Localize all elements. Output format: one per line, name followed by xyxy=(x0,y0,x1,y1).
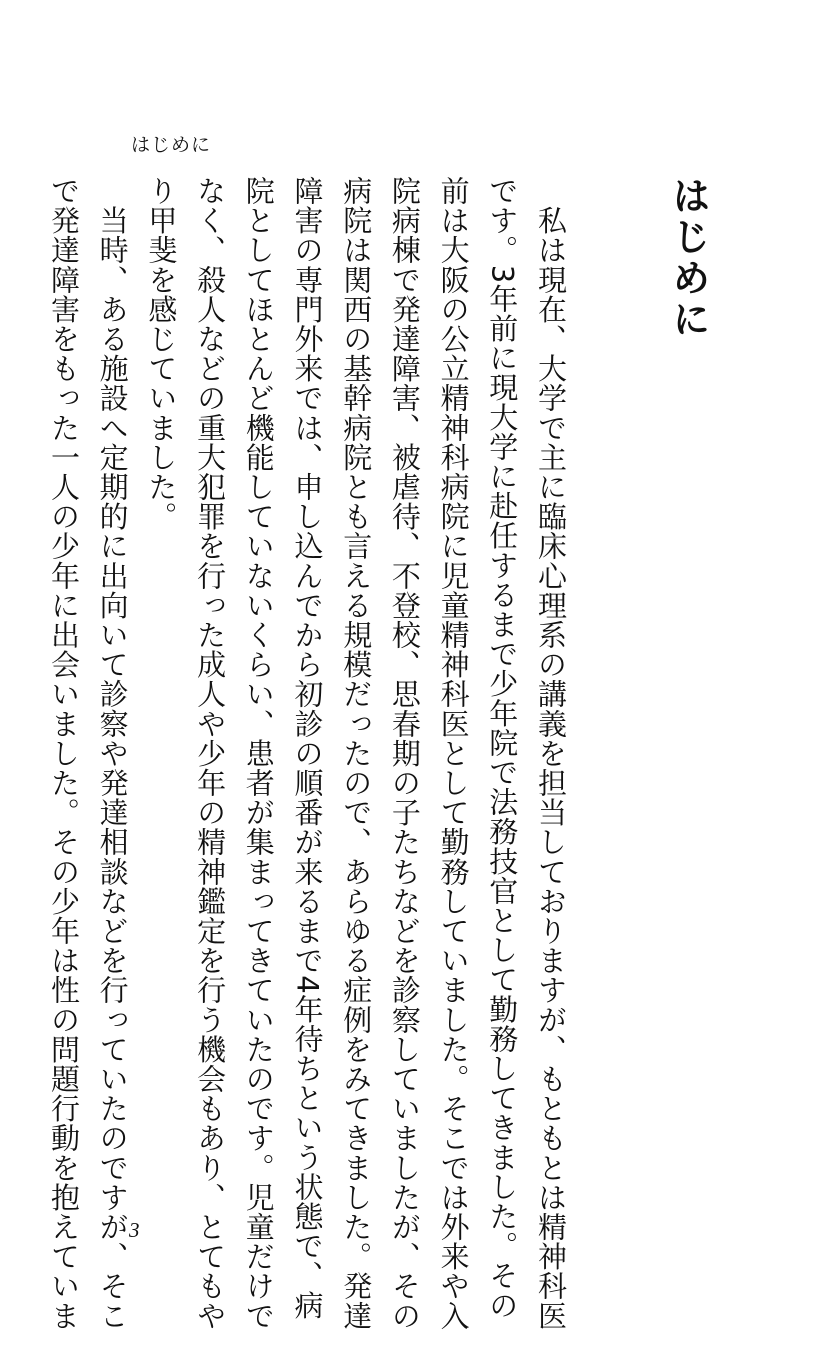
text-line: 院病棟で発達障害、被虐待、不登校、思春期の子たちなどを診察していましたが、その xyxy=(387,176,422,1331)
text-line: で発達障害をもった一人の少年に出会いました。その少年は性の問題行動を抱えていま xyxy=(46,176,81,1331)
body-text xyxy=(46,176,575,1331)
text-line: 私は現在、大学で主に臨床心理系の講義を担当しておりますが、もともとは精神科医 xyxy=(534,176,568,1331)
running-head: はじめに xyxy=(131,134,212,156)
text-line: 前は大阪の公立精神科病院に児童精神科医として勤務していました。そこでは外来や入 xyxy=(436,176,471,1331)
text-line: 障害の専門外来では、申し込んでから初診の順番が来るまで4年待ちという状態で、病 xyxy=(290,176,325,1320)
text-line: 院としてほとんど機能していないくらい、患者が集まってきていたのです。児童だけで xyxy=(241,176,276,1331)
chapter-title: はじめに xyxy=(666,176,710,340)
text-line: です。3年前に現大学に赴任するまで少年院で法務技官として勤務してきました。その xyxy=(485,176,520,1320)
text-line: 当時、ある施設へ定期的に出向いて診察や発達相談などを行っていたのですが、そこ xyxy=(95,176,130,1331)
text-line: 病院は関西の基幹病院とも言える規模だったので、あらゆる症例をみてきました。発達 xyxy=(339,176,374,1331)
page-number: 3 xyxy=(129,1218,140,1242)
text-line: り甲斐を感じていました。 xyxy=(144,176,179,532)
text-line: なく、殺人などの重大犯罪を行った成人や少年の精神鑑定を行う機会もあり、とてもや xyxy=(193,176,228,1331)
